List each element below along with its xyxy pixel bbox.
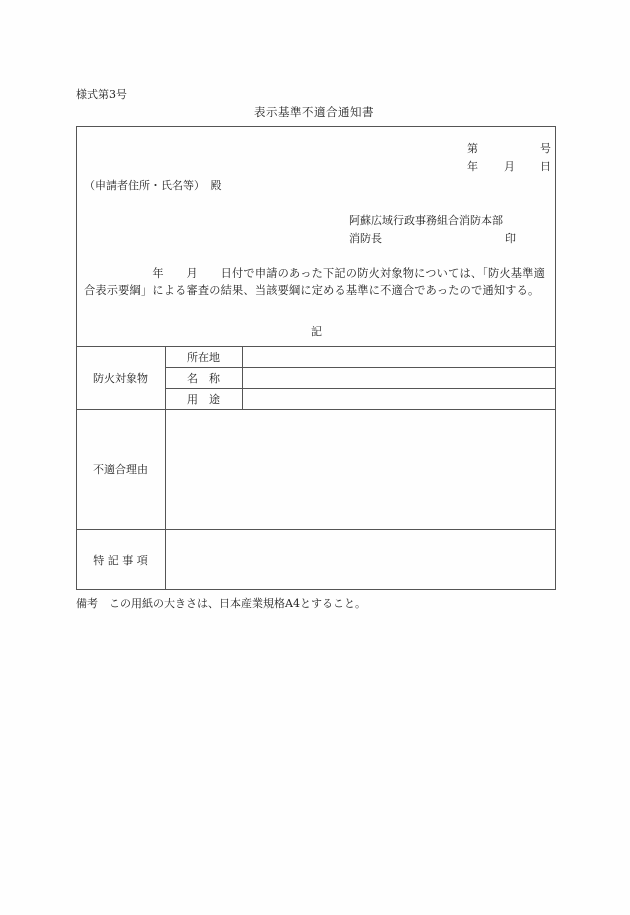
form-number: 様式第3号	[76, 88, 127, 101]
document-title: 表示基準不適合通知書	[254, 105, 374, 119]
reason-field[interactable]	[166, 410, 555, 529]
date-day: 日	[540, 160, 551, 173]
object-label: 防火対象物	[93, 371, 148, 385]
date-month: 月	[504, 160, 515, 173]
date-year: 年	[467, 160, 478, 173]
notes-field[interactable]	[166, 530, 555, 590]
notes-label: 特 記 事 項	[93, 553, 148, 567]
name-field[interactable]	[243, 368, 555, 388]
number-suffix: 号	[540, 142, 551, 155]
location-field[interactable]	[243, 347, 555, 367]
notice-body: 年 月 日付で申請のあった下記の防火対象物については、「防火基準適合表示要綱」による審査の結果、当該要綱に定める基準に不適合であったので通知する。	[84, 267, 545, 297]
addressee: （申請者住所・氏名等） 殿	[84, 179, 222, 192]
reason-label: 不適合理由	[93, 463, 148, 476]
location-label: 所在地	[187, 350, 220, 364]
issuer-org: 阿蘇広域行政事務組合消防本部	[349, 214, 503, 227]
number-prefix: 第	[467, 142, 478, 155]
seal-mark: 印	[505, 232, 516, 245]
ki-label: 記	[311, 325, 322, 338]
remark: 備考 この用紙の大きさは、日本産業規格A4とすること。	[76, 597, 366, 610]
name-label: 名 称	[187, 371, 220, 385]
usage-label: 用 途	[187, 392, 220, 406]
usage-field[interactable]	[243, 389, 555, 409]
issuer-title: 消防長	[349, 232, 382, 245]
